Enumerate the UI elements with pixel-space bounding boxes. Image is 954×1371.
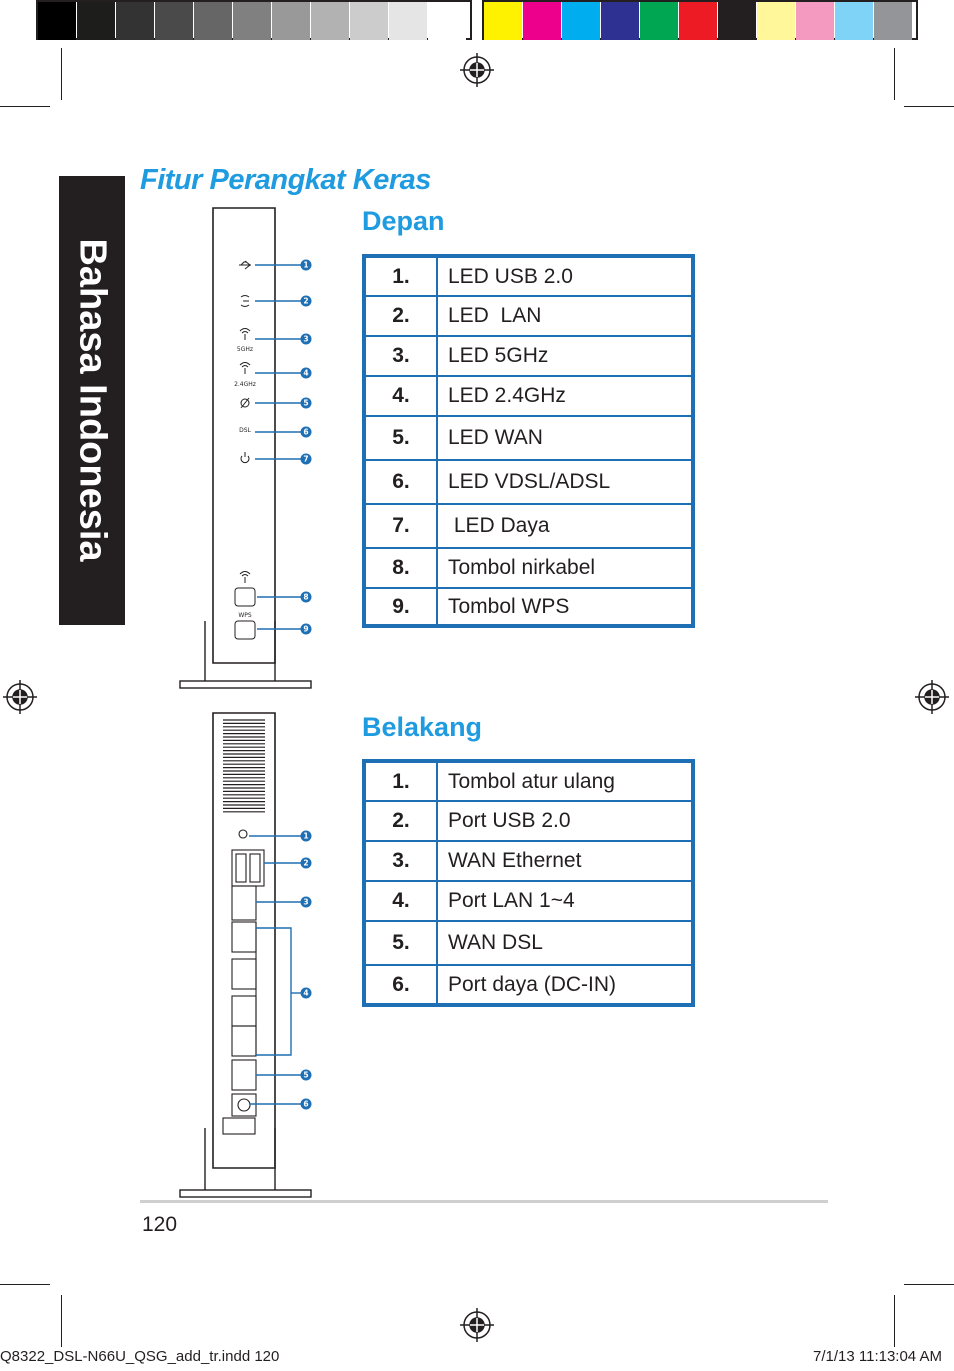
spec-row <box>364 921 693 965</box>
spec-label: LED Daya <box>437 504 693 548</box>
spec-label: LED LAN <box>437 296 693 336</box>
spec-row <box>364 588 693 626</box>
band-24ghz-label: 2.4GHz <box>234 381 256 388</box>
spec-number: 4. <box>364 376 437 416</box>
back-device-illustration <box>175 710 320 1200</box>
callout-number: 1 <box>303 831 309 841</box>
callout-number: 2 <box>303 296 309 306</box>
spec-number: 9. <box>364 588 437 626</box>
spec-number: 2. <box>364 296 437 336</box>
callout-number: 4 <box>303 988 309 998</box>
band-5ghz-label: 5GHz <box>236 346 254 353</box>
callout-number: 2 <box>303 858 309 868</box>
spec-label: Tombol atur ulang <box>437 761 693 801</box>
spec-row <box>364 504 693 548</box>
spec-row <box>364 376 693 416</box>
spec-number: 2. <box>364 801 437 841</box>
dsl-label: DSL <box>239 427 251 434</box>
registration-mark <box>915 680 949 714</box>
spec-number: 3. <box>364 841 437 881</box>
spec-label: LED VDSL/ADSL <box>437 460 693 504</box>
spec-label: LED USB 2.0 <box>437 256 693 296</box>
registration-mark <box>460 53 494 87</box>
spec-label: WAN DSL <box>437 921 693 965</box>
spec-number: 1. <box>364 256 437 296</box>
callout-number: 9 <box>303 624 309 634</box>
spec-number: 3. <box>364 336 437 376</box>
spec-row <box>364 460 693 504</box>
spec-row <box>364 416 693 460</box>
page-number: 120 <box>142 1213 178 1236</box>
registration-mark <box>3 680 37 714</box>
spec-number: 4. <box>364 881 437 921</box>
spec-number: 7. <box>364 504 437 548</box>
callout-number: 3 <box>303 334 309 344</box>
spec-row <box>364 761 693 801</box>
spec-label: Port LAN 1~4 <box>437 881 693 921</box>
spec-row <box>364 296 693 336</box>
callout-number: 7 <box>303 454 309 464</box>
spec-row <box>364 801 693 841</box>
spec-label: LED 5GHz <box>437 336 693 376</box>
spec-number: 5. <box>364 921 437 965</box>
spec-label: Port USB 2.0 <box>437 801 693 841</box>
callout-number: 3 <box>303 897 309 907</box>
language-side-tab-label: Bahasa Indonesia <box>71 238 114 562</box>
spec-number: 1. <box>364 761 437 801</box>
footer-rule <box>140 1200 828 1203</box>
spec-row <box>364 965 693 1005</box>
spec-label: LED 2.4GHz <box>437 376 693 416</box>
registration-mark <box>460 1308 494 1342</box>
spec-label: Tombol WPS <box>437 588 693 626</box>
spec-label: LED WAN <box>437 416 693 460</box>
callout-number: 8 <box>303 592 309 602</box>
spec-label: Port daya (DC-IN) <box>437 965 693 1005</box>
callout-number: 5 <box>303 398 309 408</box>
front-device-illustration <box>175 205 320 690</box>
spec-number: 5. <box>364 416 437 460</box>
callout-number: 6 <box>303 427 309 437</box>
spec-row <box>364 881 693 921</box>
callout-number: 1 <box>303 260 309 270</box>
callout-number: 5 <box>303 1070 309 1080</box>
slug-date: 7/1/13 11:13:04 AM <box>813 1348 942 1365</box>
slug-filename: Q8322_DSL-N66U_QSG_add_tr.indd 120 <box>0 1348 280 1365</box>
spec-number: 6. <box>364 965 437 1005</box>
page-title: Fitur Perangkat Keras <box>140 164 431 196</box>
spec-row <box>364 841 693 881</box>
spec-number: 8. <box>364 548 437 588</box>
spec-label: WAN Ethernet <box>437 841 693 881</box>
spec-row <box>364 336 693 376</box>
spec-label: Tombol nirkabel <box>437 548 693 588</box>
wps-label: WPS <box>238 612 252 619</box>
spec-row <box>364 256 693 296</box>
front-heading: Depan <box>362 206 445 236</box>
back-spec-table <box>362 759 695 1007</box>
spec-number: 6. <box>364 460 437 504</box>
back-heading: Belakang <box>362 712 483 742</box>
front-spec-table <box>362 254 695 628</box>
spec-row <box>364 548 693 588</box>
callout-number: 6 <box>303 1099 309 1109</box>
callout-number: 4 <box>303 368 309 378</box>
